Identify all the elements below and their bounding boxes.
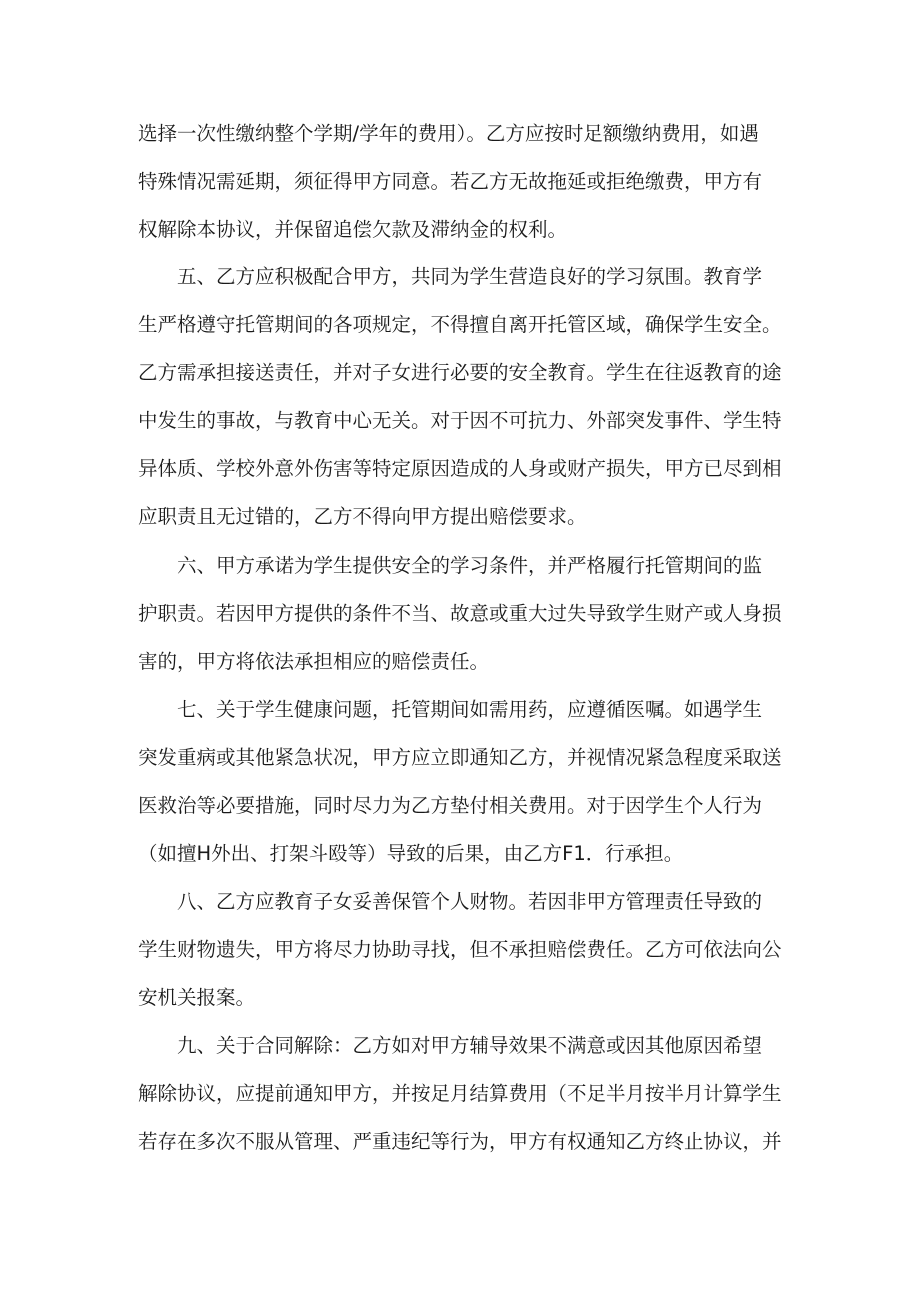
text-line: 医救治等必要措施，同时尽力为乙方垫付相关费用。对于因学生个人行为 — [138, 794, 763, 817]
clause-5-first-line: 五、乙方应积极配合甲方，共同为学生营造良好的学习氛围。教育学 — [177, 265, 763, 288]
text-line: 解除协议，应提前通知甲方，并按足月结算费用（不足半月按半月计算学生 — [138, 1082, 782, 1105]
clause-6-first-line: 六、甲方承诺为学生提供安全的学习条件，并严格履行托管期间的监 — [177, 554, 763, 577]
text-line: 选择一次性缴纳整个学期/学年的费用）。乙方应按时足额缴纳费用，如遇 — [138, 122, 759, 145]
text-line: 中发生的事故，与教育中心无关。对于因不可抗力、外部突发事件、学生特 — [138, 409, 782, 432]
text-line: 护职责。若因甲方提供的条件不当、故意或重大过失导致学生财产或人身损 — [138, 602, 782, 625]
clause-9-first-line: 九、关于合同解除：乙方如对甲方辅导效果不满意或因其他原因希望 — [177, 1034, 763, 1057]
text-line: 若存在多次不服从管理、严重违纪等行为，甲方有权通知乙方终止协议，并 — [138, 1130, 782, 1153]
text-line: 突发重病或其他紧急状况，甲方应立即通知乙方，并视情况紧急程度采取送 — [138, 746, 782, 769]
text-line: 特殊情况需延期，须征得甲方同意。若乙方无故拖延或拒绝缴费，甲方有 — [138, 170, 763, 193]
text-line: 学生财物遗失，甲方将尽力协助寻找，但不承担赔偿费任。乙方可依法向公 — [138, 938, 782, 961]
clause-7-first-line: 七、关于学生健康问题，托管期间如需用药，应遵循医嘱。如遇学生 — [177, 698, 763, 721]
clause-8-first-line: 八、乙方应教育子女妥善保管个人财物。若因非甲方管理责任导致的 — [177, 890, 763, 913]
text-line: （如擅H外出、打架斗殴等）导致的后果，由乙方F1．行承担。 — [138, 842, 684, 865]
text-line: 权解除本协议，并保留追偿欠款及滞纳金的权利。 — [138, 218, 568, 241]
text-line: 应职责且无过错的，乙方不得向甲方提出赔偿要求。 — [138, 505, 587, 528]
text-line: 生严格遵守托管期间的各项规定，不得擅自离开托管区域，确保学生安全。 — [138, 313, 782, 336]
text-line: 安机关报案。 — [138, 986, 256, 1009]
text-line: 乙方需承担接送责任，并对子女进行必要的安全教育。学生在往返教育的途 — [138, 361, 782, 384]
text-line: 害的，甲方将依法承担相应的赔偿责任。 — [138, 650, 490, 673]
text-line: 异体质、学校外意外伤害等特定原因造成的人身或财产损失，甲方已尽到相 — [138, 457, 782, 480]
